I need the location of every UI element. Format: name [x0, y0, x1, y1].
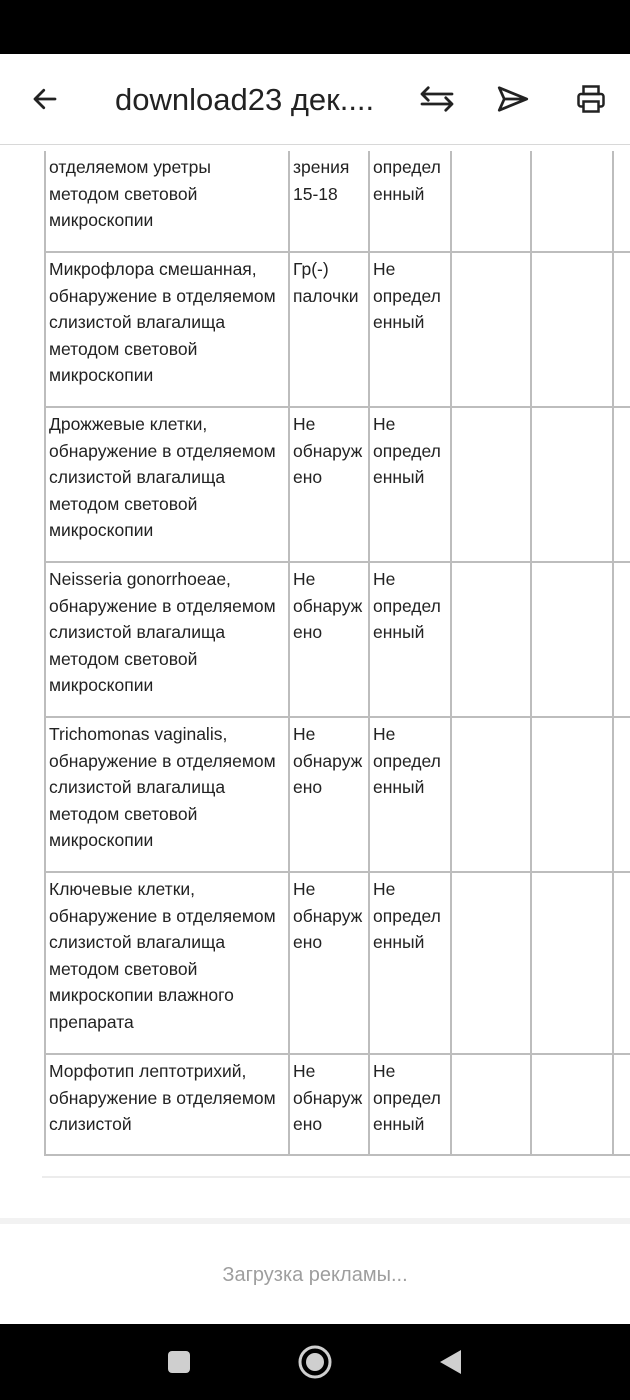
result-cell: зрения 15-18 — [289, 151, 369, 252]
ad-loading-text: Загрузка рекламы... — [222, 1264, 408, 1286]
reference-cell: Не определенный — [369, 562, 451, 717]
empty-cell — [531, 562, 613, 717]
empty-cell — [451, 717, 531, 872]
document-viewer[interactable] — [0, 145, 630, 1223]
empty-cell — [531, 1054, 613, 1155]
empty-cell — [613, 252, 630, 407]
empty-cell — [451, 562, 531, 717]
back-triangle-icon[interactable] — [432, 1344, 468, 1380]
result-cell: Гр(-) палочки — [289, 252, 369, 407]
table-row — [45, 872, 630, 1054]
empty-cell — [613, 872, 630, 1054]
empty-cell — [531, 872, 613, 1054]
document-title: download23 дек.... — [115, 82, 375, 117]
print-icon[interactable] — [566, 74, 616, 124]
empty-cell — [531, 407, 613, 562]
empty-cell — [613, 151, 630, 252]
swap-icon[interactable] — [412, 74, 462, 124]
ad-banner[interactable] — [0, 1218, 630, 1324]
app-bar — [0, 54, 630, 145]
test-name-cell: Микрофлора смешанная, обнаружение в отделяемом слизистой влагалища методом световой микроскопии — [45, 252, 289, 407]
reference-cell: Не определенный — [369, 872, 451, 1054]
empty-cell — [451, 872, 531, 1054]
arrow-left-icon[interactable] — [20, 74, 70, 124]
table-row — [45, 717, 630, 872]
empty-cell — [531, 151, 613, 252]
result-cell: Не обнаружено — [289, 407, 369, 562]
reference-cell: определенный — [369, 151, 451, 252]
result-cell: Не обнаружено — [289, 872, 369, 1054]
reference-cell: Не определенный — [369, 1054, 451, 1155]
table-row — [45, 151, 630, 252]
system-nav-bar — [0, 1324, 630, 1400]
empty-cell — [451, 407, 531, 562]
home-circle-icon[interactable] — [297, 1344, 333, 1380]
reference-cell: Не определенный — [369, 407, 451, 562]
test-name-cell: Trichomonas vaginalis, обнаружение в отделяемом слизистой влагалища методом световой микроскопии — [45, 717, 289, 872]
empty-cell — [451, 151, 531, 252]
send-icon[interactable] — [488, 74, 538, 124]
empty-cell — [613, 1054, 630, 1155]
result-cell: Не обнаружено — [289, 562, 369, 717]
test-name-cell: отделяемом уретры методом световой микроскопии — [45, 151, 289, 252]
table-row — [45, 1054, 630, 1155]
page-divider — [42, 1176, 630, 1178]
recents-square-icon[interactable] — [161, 1344, 197, 1380]
empty-cell — [531, 252, 613, 407]
test-name-cell: Морфотип лептотрихий, обнаружение в отделяемом слизистой — [45, 1054, 289, 1155]
result-cell: Не обнаружено — [289, 717, 369, 872]
empty-cell — [451, 1054, 531, 1155]
reference-cell: Не определенный — [369, 252, 451, 407]
empty-cell — [613, 407, 630, 562]
empty-cell — [613, 562, 630, 717]
empty-cell — [451, 252, 531, 407]
test-name-cell: Neisseria gonorrhoeae, обнаружение в отделяемом слизистой влагалища методом световой микроскопии — [45, 562, 289, 717]
table-row — [45, 562, 630, 717]
status-bar — [0, 0, 630, 54]
reference-cell: Не определенный — [369, 717, 451, 872]
result-cell: Не обнаружено — [289, 1054, 369, 1155]
empty-cell — [531, 717, 613, 872]
table-row — [45, 252, 630, 407]
empty-cell — [613, 717, 630, 872]
test-name-cell: Дрожжевые клетки, обнаружение в отделяемом слизистой влагалища методом световой микроскопии — [45, 407, 289, 562]
test-name-cell: Ключевые клетки, обнаружение в отделяемом слизистой влагалища методом световой микроскопии влажного препарата — [45, 872, 289, 1054]
table-row — [45, 407, 630, 562]
results-table — [44, 151, 630, 1156]
